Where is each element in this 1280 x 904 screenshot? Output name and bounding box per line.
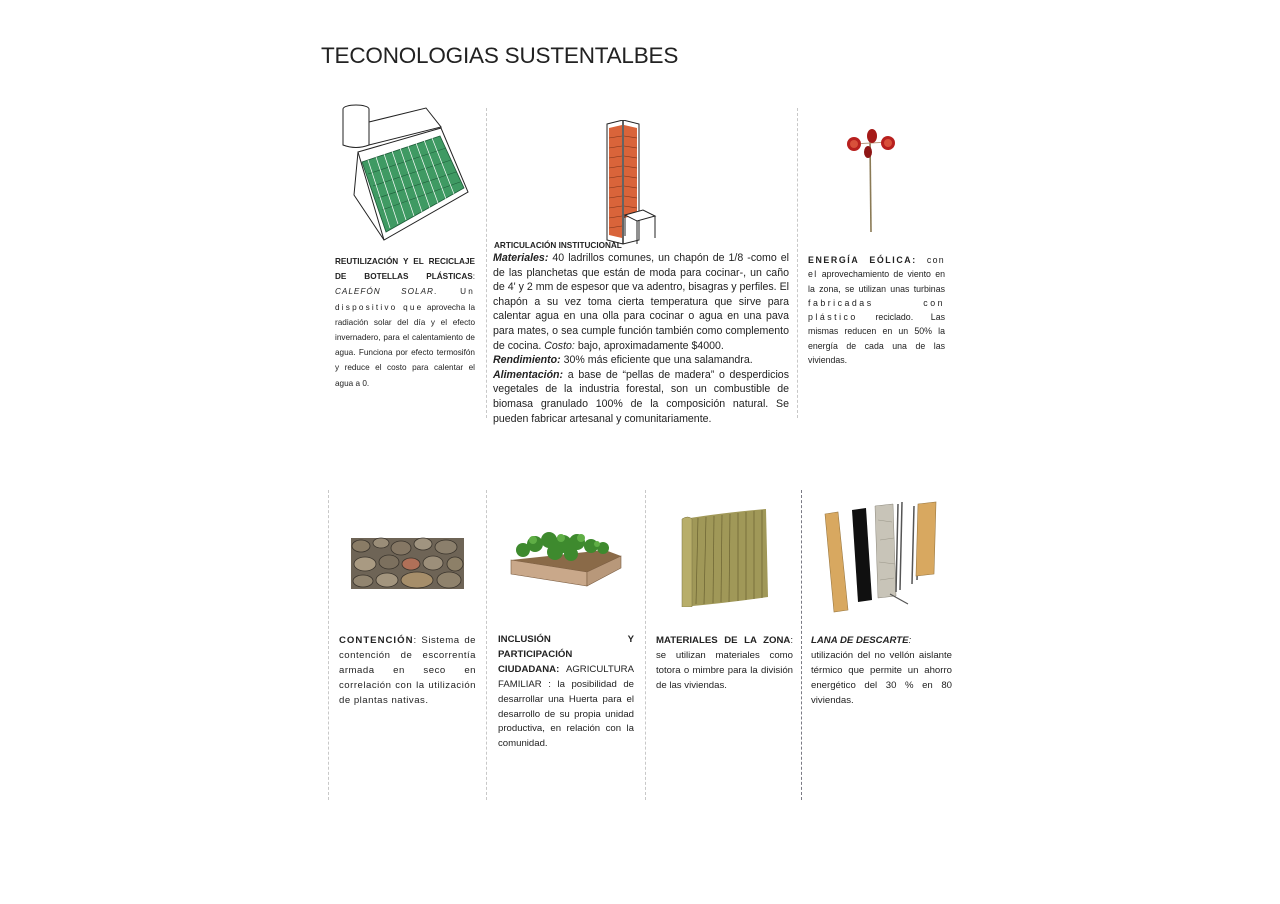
stove-caption: ARTICULACIÓN INSTITUCIONAL <box>494 241 622 250</box>
solar-body-spaced: . Un dispositivo que <box>335 287 475 312</box>
wind-body-spaced: fabricadas con plástico <box>808 297 945 323</box>
divider <box>645 490 646 800</box>
cost-label: Costo: <box>544 339 575 352</box>
cost-text: bajo, aproximadamente $4000. <box>574 339 724 352</box>
garden-heading: INCLUSIÓN Y PARTICIPACIÓN CIUDADANA: <box>498 634 634 675</box>
divider <box>801 490 802 800</box>
local-materials-body: : se utilizan materiales como totora o mimbre para la división de las viviendas. <box>656 635 793 691</box>
garden-description <box>498 633 634 752</box>
garden-body: AGRICULTURA FAMILIAR : la posibilidad de desarrollar una Huerta para el desarrollo de su propia unidad productiva, en relación con la comunidad. <box>498 663 634 750</box>
stove-description <box>493 251 789 426</box>
performance-label: Rendimiento: <box>493 354 561 367</box>
insulation-description <box>811 634 952 709</box>
local-materials-heading: MATERIALES DE LA ZONA <box>656 635 791 646</box>
insulation-heading: LANA DE DESCARTE <box>811 635 909 646</box>
divider <box>486 490 487 800</box>
performance-text: 30% más eficiente que una salamandra. <box>560 354 753 367</box>
wind-body-end: reciclado. Las mismas reducen en un 50% la energía de cada una de las viviendas. <box>808 312 945 366</box>
containment-description <box>339 634 476 709</box>
insulation-body: utilización del no vellón aislante térmico que permite un ahorro energético del 30 % en 80 viviendas. <box>811 649 952 706</box>
containment-heading: CONTENCIÓN <box>339 635 414 646</box>
colon: : <box>472 272 475 282</box>
materials-text: 40 ladrillos comunes, un chapón de 1/8 -como el de las planchetas que están de moda para cocinar-, un caño de 4' y 2 mm de espesor que va adentro, bisagras y perfiles. El chapón a su vez toma cierta temperatura que sirve para calentar agua en una olla para cocinar o agua en una pava para mates, o sea cumple función también como complemento de cocina. <box>493 252 789 352</box>
divider <box>797 108 798 418</box>
colon: : <box>908 635 912 646</box>
brick-stove-illustration <box>603 120 659 246</box>
feed-label: Alimentación: <box>493 368 564 381</box>
solar-body: aprovecha la radiación solar del día y el efecto invernadero, para el calentamiento de agua. Funciona por efecto termosifón y reduce el costo para calentar el agua a 0. <box>335 302 475 388</box>
divider <box>486 108 487 418</box>
solar-heading: REUTILIZACIÓN Y EL RECICLAJE DE BOTELLAS PLÁSTICAS <box>335 257 475 282</box>
wind-energy-description <box>808 253 945 367</box>
raised-garden-bed-photo <box>509 528 623 590</box>
page-title: TECONOLOGIAS SUSTENTALBES <box>321 43 679 68</box>
wind-body: aprovechamiento de viento en la zona, se utilizan unas turbinas <box>808 269 945 294</box>
divider <box>328 490 329 800</box>
local-materials-description <box>656 634 793 694</box>
wind-heading: ENERGÍA EÓLICA: <box>808 255 917 265</box>
wind-intro: con el <box>808 255 945 280</box>
reed-fence-panel-photo <box>680 507 770 607</box>
dry-stone-wall-photo <box>351 534 464 589</box>
feed-text: a base de “pellas de madera” o desperdicios vegetales de la industria forestal, son un combustible de biomasa granulado 100% de la composición natural. Se pueden fabricar artesanal y comunitariamente. <box>493 368 789 425</box>
materials-label: Materiales: <box>493 252 549 264</box>
exploded-wall-insulation-layers <box>822 500 940 615</box>
solar-heater-description <box>335 254 475 391</box>
containment-body: : Sistema de contención de escorrentía armada en seco en correlación con la utilización de plantas nativas. <box>339 635 476 706</box>
solar-subject: CALEFÓN SOLAR <box>335 287 434 297</box>
wind-turbine-anemometer-photo <box>844 126 900 236</box>
solar-water-heater-illustration <box>338 100 473 245</box>
